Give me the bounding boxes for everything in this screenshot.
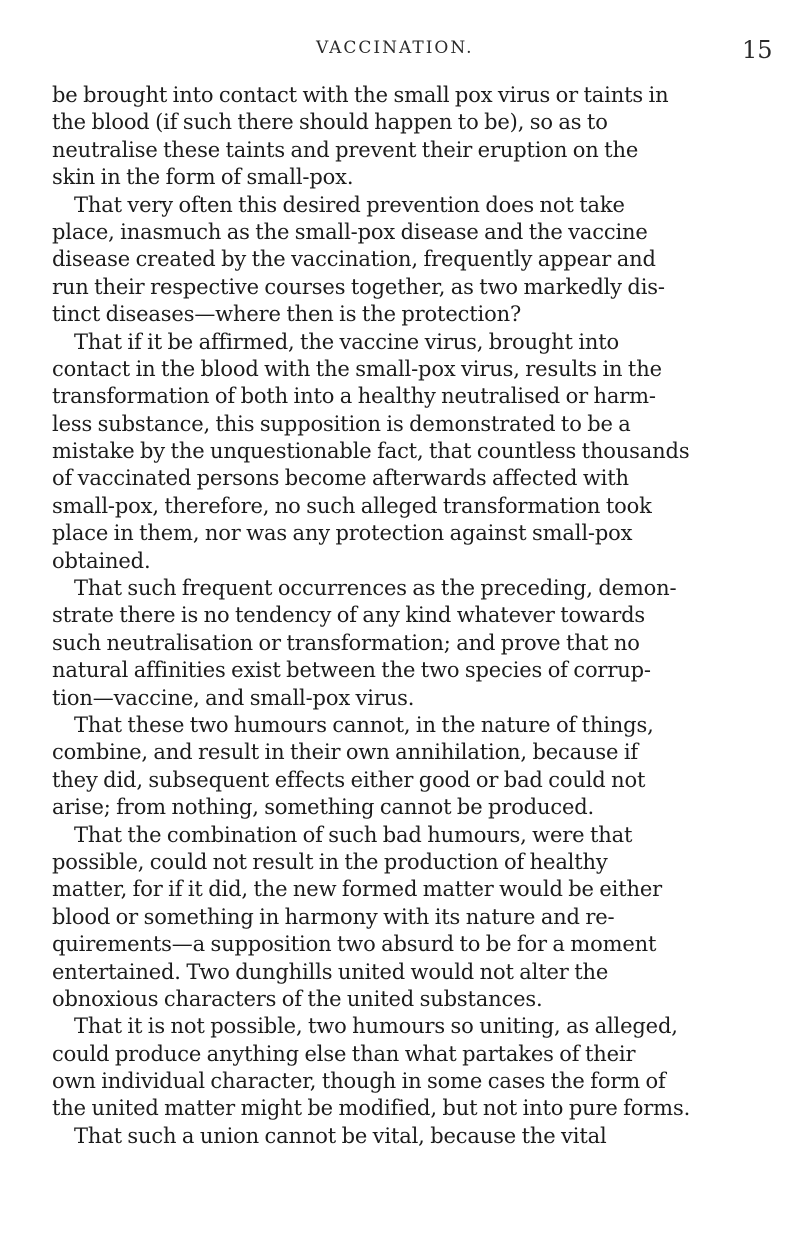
text-line: less substance, this supposition is demonstrated to be a: [52, 411, 631, 436]
text-line: strate there is no tendency of any kind whatever towards: [52, 603, 646, 628]
text-line: disease created by the vaccination, frequently appear and: [52, 247, 656, 272]
text-line: obtained.: [52, 548, 151, 573]
text-line: skin in the form of small-pox.: [52, 165, 354, 190]
body-text: [52, 82, 766, 1150]
text-line: That very often this desired prevention does not take: [74, 192, 625, 217]
text-line: place in them, nor was any protection against small-pox: [52, 521, 633, 546]
text-line: possible, could not result in the production of healthy: [52, 849, 608, 874]
text-line: neutralise these taints and prevent their eruption on the: [52, 137, 639, 162]
text-line: That these two humours cannot, in the nature of things,: [74, 712, 654, 737]
text-line: of vaccinated persons become afterwards affected with: [52, 466, 629, 491]
text-line: entertained. Two dunghills united would not alter the: [52, 959, 609, 984]
running-title: VACCINATION.: [316, 38, 474, 58]
text-line: combine, and result in their own annihilation, because if: [52, 740, 639, 765]
text-line: That such frequent occurrences as the preceding, demon-: [74, 576, 677, 601]
text-line: arise; from nothing, something cannot be produced.: [52, 795, 595, 820]
text-line: tion—vaccine, and small-pox virus.: [52, 685, 415, 710]
text-line: be brought into contact with the small pox virus or taints in: [52, 83, 669, 107]
text-line: tinct diseases—where then is the protection?: [52, 302, 522, 327]
text-line: That if it be affirmed, the vaccine virus, brought into: [74, 329, 620, 354]
text-line: That it is not possible, two humours so uniting, as alleged,: [74, 1014, 678, 1039]
text-line: That such a union cannot be vital, because the vital: [74, 1123, 607, 1148]
running-head: [0, 36, 800, 66]
text-line: That the combination of such bad humours, were that: [74, 822, 633, 847]
text-line: mistake by the unquestionable fact, that countless thousands: [52, 439, 690, 464]
text-line: blood or something in harmony with its nature and re-: [52, 904, 615, 929]
text-line: small-pox, therefore, no such alleged transformation took: [52, 493, 652, 518]
text-line: run their respective courses together, as two markedly dis-: [52, 274, 665, 299]
text-line: such neutralisation or transformation; and prove that no: [52, 630, 640, 655]
text-line: they did, subsequent effects either good or bad could not: [52, 767, 646, 792]
page-number: 15: [742, 36, 773, 64]
text-line: could produce anything else than what partakes of their: [52, 1041, 636, 1066]
text-line: matter, for if it did, the new formed matter would be either: [52, 877, 663, 902]
text-line: place, inasmuch as the small-pox disease and the vaccine: [52, 219, 648, 244]
text-line: contact in the blood with the small-pox virus, results in the: [52, 356, 662, 381]
text-line: the blood (if such there should happen to be), so as to: [52, 110, 608, 135]
text-line: obnoxious characters of the united substances.: [52, 986, 543, 1011]
text-line: own individual character, though in some cases the form of: [52, 1069, 666, 1094]
text-line: the united matter might be modified, but not into pure forms.: [52, 1096, 691, 1121]
text-line: transformation of both into a healthy neutralised or harm-: [52, 384, 656, 409]
text-line: quirements—a supposition two absurd to be for a moment: [52, 932, 657, 957]
text-line: natural affinities exist between the two species of corrup-: [52, 658, 651, 683]
